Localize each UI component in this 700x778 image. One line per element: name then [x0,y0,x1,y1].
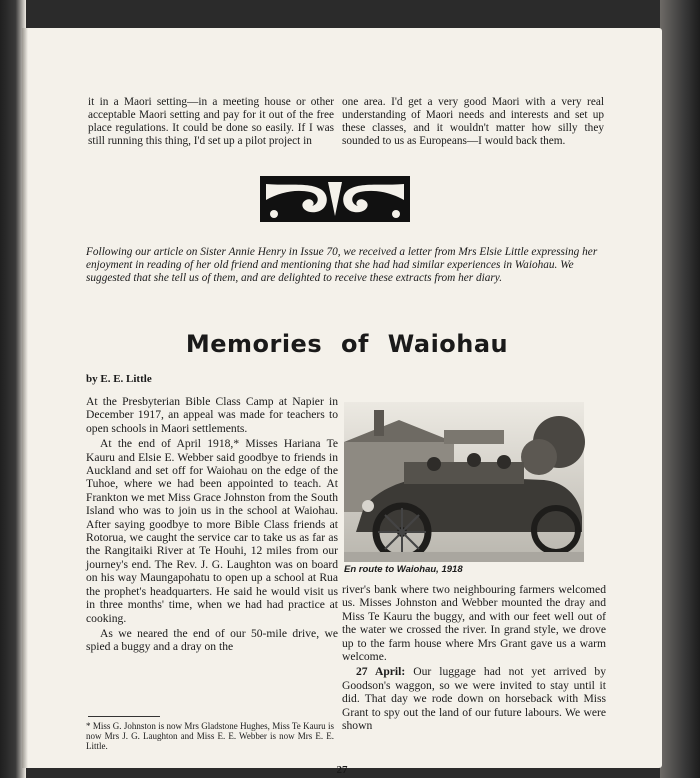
paragraph-4: river's bank where two neighbouring farmers welcomed us. Misses Johnston and Webber mounted the dray and Miss Te Kauru the buggy, and with our feet well out of the water we crossed the river. In grand style, we drove up to the farm house where Mrs Grant gave us a warm welcome. [342,583,606,664]
top-left-column [88,96,334,148]
page-gutter [22,28,28,768]
top-right-text: one area. I'd get a very good Maori with a very real understanding of Maori needs and interests and set up these classes, and it wouldn't matter how silly they sounded to us as Europeans—I would back them. [342,96,604,148]
paragraph-2: At the end of April 1918,* Misses Hariana Te Kauru and Elsie E. Webber said goodbye to friends in Auckland and set off for Waiohau on the edge of the Tuhoe, where we had been appointed to teach. At Frankton we met Miss Grace Johnston from the South Island who was to join us in the school at Waiohau. After saying goodbye to more Bible Class friends at Rotorua, we caught the service car to take us as far as the Rangitaiki River at Te Houhi, 12 miles from our journey's end. The Rev. J. G. Laughton was on board on his way Maungapohatu to open up a school at Rua the prophet's headquarters. He said he would visit us in three months' time, when we had had practice at cooking. [86,437,338,625]
vintage-car-photo [344,402,584,562]
top-right-column [342,96,604,148]
diary-entry: Our luggage had not yet arrived by Goodson's waggon, so we were invited to stay until it did. That day we rode down on horseback with Miss Grant to spy out the land of our future labours. We were shown [342,665,606,733]
paragraph-1: At the Presbyterian Bible Class Camp at Napier in December 1917, an appeal was made for teachers to open schools in Maori settlements. [86,395,338,435]
diary-date: 27 April: [356,665,406,679]
page-number: 27 [336,764,348,776]
footnote: * Miss G. Johnston is now Mrs Gladstone Hughes, Miss Te Kauru is now Mrs J. G. Laughton and Miss E. E. Webber is now Mrs E. E. Little. [86,721,334,751]
photo-caption: En route to Waiohau, 1918 [344,564,463,575]
scan-right-edge [660,0,700,778]
article-right-column [342,583,606,732]
editorial-intro: Following our article on Sister Annie Henry in Issue 70, we received a letter from Mrs Elsie Little expressing her enjoyment in reading of her old friend and mentioning that she had had similar experiences in Waiohau. We suggested that she tell us of them, and are delighted to receive these extracts from her diary. [86,246,598,285]
article-left-column [86,395,338,654]
koru-emblem-icon [260,176,410,222]
paragraph-3: As we neared the end of our 50-mile drive, we spied a buggy and a dray on the [86,626,338,654]
magazine-page [22,28,662,776]
paragraph-5 [342,665,606,732]
article-byline: by E. E. Little [86,373,152,385]
top-left-text: it in a Maori setting—in a meeting house or other acceptable Maori setting and pay for it out of the free place regulations. It could be done so easily. If I was still running this thing, I'd set up a pilot project in [88,96,334,148]
article-title: Memories of Waiohau [185,330,509,358]
footnote-rule [88,716,160,717]
